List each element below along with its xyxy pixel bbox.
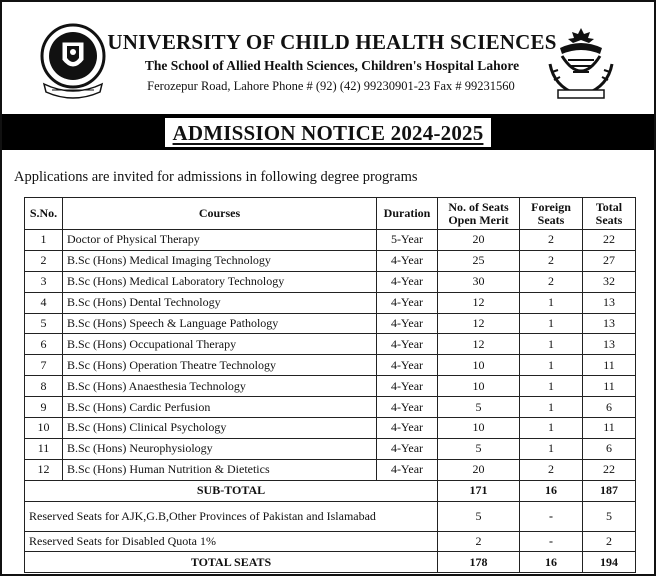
cell-sno: 2 — [25, 250, 63, 271]
cell-duration: 4-Year — [377, 334, 438, 355]
cell-total: 32 — [583, 271, 636, 292]
cell-open-merit: 10 — [438, 355, 520, 376]
notice-title-wrapper — [2, 118, 654, 147]
table-row — [25, 334, 636, 355]
cell-duration: 4-Year — [377, 438, 438, 459]
cell-foreign: 1 — [520, 397, 583, 418]
cell-duration: 4-Year — [377, 397, 438, 418]
subtotal-total: 187 — [583, 480, 636, 501]
cell-open-merit: 12 — [438, 292, 520, 313]
cell-sno: 11 — [25, 438, 63, 459]
reserved-regions-open: 5 — [438, 501, 520, 531]
cell-open-merit: 10 — [438, 376, 520, 397]
cell-duration: 4-Year — [377, 459, 438, 480]
cell-sno: 10 — [25, 418, 63, 439]
table-row — [25, 292, 636, 313]
table-row — [25, 313, 636, 334]
table-row — [25, 230, 636, 251]
cell-open-merit: 12 — [438, 313, 520, 334]
table-row — [25, 459, 636, 480]
programs-table — [24, 197, 636, 573]
cell-course: B.Sc (Hons) Human Nutrition & Dietetics — [63, 459, 377, 480]
cell-sno: 7 — [25, 355, 63, 376]
cell-sno: 1 — [25, 230, 63, 251]
cell-course: B.Sc (Hons) Anaesthesia Technology — [63, 376, 377, 397]
intro-text: Applications are invited for admissions in following degree programs — [14, 169, 418, 185]
cell-foreign: 2 — [520, 250, 583, 271]
cell-total: 11 — [583, 376, 636, 397]
reserved-disabled-row — [25, 531, 636, 552]
table-row — [25, 355, 636, 376]
cell-foreign: 2 — [520, 230, 583, 251]
cell-duration: 5-Year — [377, 230, 438, 251]
cell-sno: 8 — [25, 376, 63, 397]
cell-open-merit: 5 — [438, 438, 520, 459]
cell-foreign: 1 — [520, 334, 583, 355]
header-total-line2: Seats — [595, 212, 623, 227]
reserved-disabled-open: 2 — [438, 531, 520, 552]
cell-course: B.Sc (Hons) Medical Imaging Technology — [63, 250, 377, 271]
cell-total: 11 — [583, 418, 636, 439]
header-foreign-line1: Foreign — [531, 199, 571, 214]
table-row — [25, 438, 636, 459]
grand-total-label: TOTAL SEATS — [25, 552, 438, 573]
cell-open-merit: 10 — [438, 418, 520, 439]
cell-course: B.Sc (Hons) Speech & Language Pathology — [63, 313, 377, 334]
header-foreign — [520, 198, 583, 230]
table-row — [25, 418, 636, 439]
cell-course: B.Sc (Hons) Dental Technology — [63, 292, 377, 313]
cell-total: 6 — [583, 438, 636, 459]
cell-foreign: 1 — [520, 438, 583, 459]
header-sno: S.No. — [25, 198, 63, 230]
cell-course: B.Sc (Hons) Clinical Psychology — [63, 418, 377, 439]
contact-address: Ferozepur Road, Lahore Phone # (92) (42) 99230901-23 Fax # 99231560 — [147, 79, 515, 93]
letterhead — [2, 2, 654, 114]
cell-duration: 4-Year — [377, 376, 438, 397]
grand-total-open: 178 — [438, 552, 520, 573]
cell-foreign: 1 — [520, 376, 583, 397]
cell-total: 13 — [583, 334, 636, 355]
reserved-regions-foreign: - — [520, 501, 583, 531]
header-total-line1: Total — [595, 199, 623, 214]
reserved-disabled-foreign: - — [520, 531, 583, 552]
cell-sno: 5 — [25, 313, 63, 334]
cell-duration: 4-Year — [377, 250, 438, 271]
cell-total: 27 — [583, 250, 636, 271]
header-duration: Duration — [377, 198, 438, 230]
cell-open-merit: 30 — [438, 271, 520, 292]
reserved-disabled-label: Reserved Seats for Disabled Quota 1% — [25, 531, 438, 552]
cell-open-merit: 20 — [438, 459, 520, 480]
cell-duration: 4-Year — [377, 418, 438, 439]
subtotal-row — [25, 480, 636, 501]
cell-total: 6 — [583, 397, 636, 418]
table-row — [25, 271, 636, 292]
university-name: UNIVERSITY OF CHILD HEALTH SCIENCES — [107, 30, 557, 54]
school-name: The School of Allied Health Sciences, Children's Hospital Lahore — [144, 58, 520, 73]
table-row — [25, 397, 636, 418]
header-courses: Courses — [63, 198, 377, 230]
reserved-regions-total: 5 — [583, 501, 636, 531]
cell-duration: 4-Year — [377, 271, 438, 292]
cell-sno: 4 — [25, 292, 63, 313]
cell-total: 13 — [583, 292, 636, 313]
header-open-merit-line1: No. of Seats — [448, 199, 509, 214]
header-open-merit — [438, 198, 520, 230]
cell-duration: 4-Year — [377, 292, 438, 313]
cell-total: 11 — [583, 355, 636, 376]
subtotal-open: 171 — [438, 480, 520, 501]
header-foreign-line2: Seats — [537, 212, 565, 227]
grand-total-total: 194 — [583, 552, 636, 573]
cell-open-merit: 20 — [438, 230, 520, 251]
cell-open-merit: 12 — [438, 334, 520, 355]
reserved-disabled-total: 2 — [583, 531, 636, 552]
cell-total: 22 — [583, 230, 636, 251]
reserved-regions-label: Reserved Seats for AJK,G.B,Other Provinces of Pakistan and Islamabad — [25, 501, 438, 531]
cell-course: B.Sc (Hons) Occupational Therapy — [63, 334, 377, 355]
header-open-merit-line2: Open Merit — [448, 212, 509, 227]
cell-total: 13 — [583, 313, 636, 334]
grand-total-foreign: 16 — [520, 552, 583, 573]
table-row — [25, 250, 636, 271]
subtotal-label: SUB-TOTAL — [25, 480, 438, 501]
cell-open-merit: 5 — [438, 397, 520, 418]
cell-duration: 4-Year — [377, 355, 438, 376]
cell-foreign: 1 — [520, 292, 583, 313]
cell-sno: 3 — [25, 271, 63, 292]
notice-title: ADMISSION NOTICE 2024-2025 — [165, 118, 492, 147]
cell-course: B.Sc (Hons) Operation Theatre Technology — [63, 355, 377, 376]
table-row — [25, 376, 636, 397]
cell-foreign: 1 — [520, 355, 583, 376]
cell-course: Doctor of Physical Therapy — [63, 230, 377, 251]
cell-course: B.Sc (Hons) Cardic Perfusion — [63, 397, 377, 418]
cell-foreign: 1 — [520, 418, 583, 439]
cell-open-merit: 25 — [438, 250, 520, 271]
cell-sno: 12 — [25, 459, 63, 480]
table-header-row — [25, 198, 636, 230]
cell-sno: 9 — [25, 397, 63, 418]
grand-total-row — [25, 552, 636, 573]
cell-course: B.Sc (Hons) Medical Laboratory Technology — [63, 271, 377, 292]
cell-foreign: 2 — [520, 271, 583, 292]
header-total — [583, 198, 636, 230]
table-body — [25, 230, 636, 573]
cell-sno: 6 — [25, 334, 63, 355]
cell-foreign: 2 — [520, 459, 583, 480]
cell-duration: 4-Year — [377, 313, 438, 334]
cell-foreign: 1 — [520, 313, 583, 334]
cell-course: B.Sc (Hons) Neurophysiology — [63, 438, 377, 459]
reserved-regions-row — [25, 501, 636, 531]
subtotal-foreign: 16 — [520, 480, 583, 501]
cell-total: 22 — [583, 459, 636, 480]
